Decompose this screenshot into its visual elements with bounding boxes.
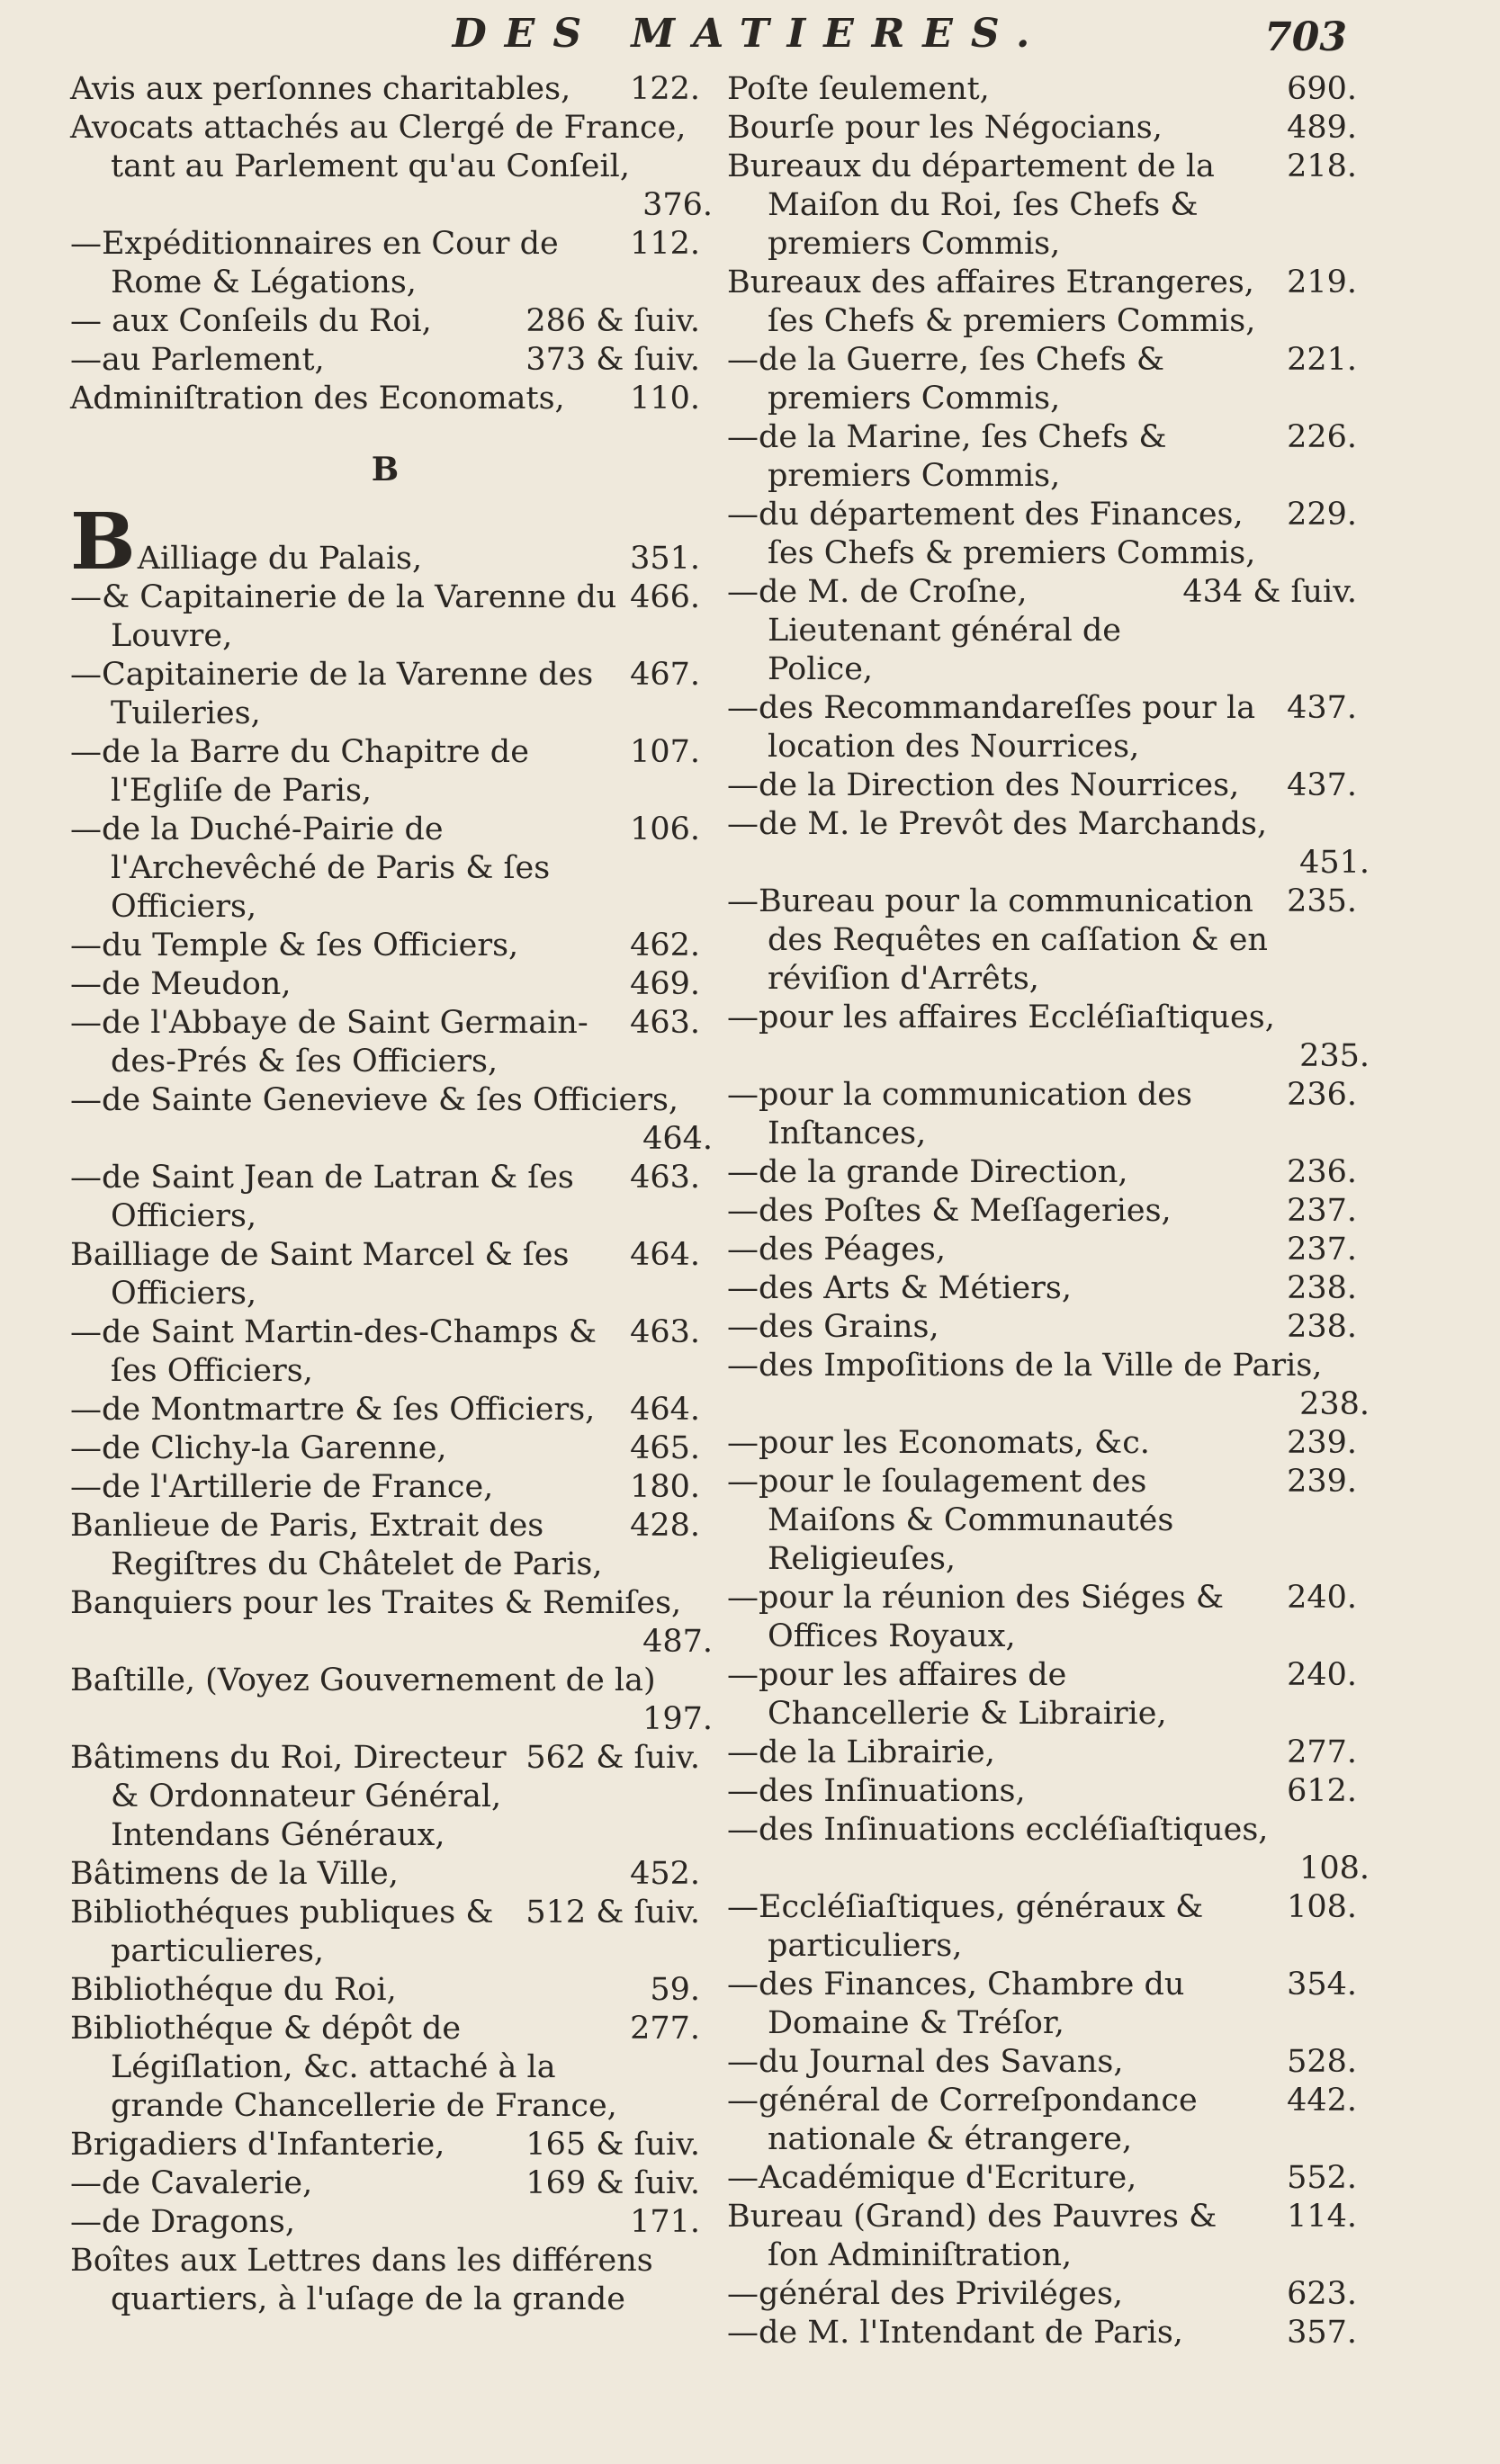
entry-page: 469.: [630, 966, 700, 1002]
index-entry: [727, 1772, 1357, 1811]
entry-text: —de la grande Direction,: [727, 1154, 1128, 1190]
entry-text: — aux Conſeils du Roi,: [70, 303, 432, 339]
entry-text: —Académique d'Ecriture,: [727, 2160, 1137, 2196]
entry-page: 562 & ſuiv.: [525, 1740, 700, 1776]
entry-text: —de M. de Croſne, Lieutenant général de Police,: [727, 574, 1122, 687]
entry-page: 122.: [630, 71, 700, 107]
left-entries-a: [70, 70, 713, 418]
index-entry: [70, 2164, 700, 2203]
entry-text: —du Temple & ſes Officiers,: [70, 927, 519, 963]
index-entry: [727, 1888, 1357, 1966]
entry-page: 229.: [1287, 497, 1357, 533]
entry-text: —général des Priviléges,: [727, 2276, 1124, 2312]
index-entry: [727, 999, 1370, 1076]
index-entry: [70, 1081, 713, 1159]
entry-text: Bureaux du département de la Maiſon du Roi, ſes Chefs & premiers Commis,: [727, 148, 1215, 262]
entry-page: 59.: [650, 1972, 700, 2008]
entry-text: —de Cavalerie,: [70, 2165, 313, 2201]
entry-page: 197.: [642, 1701, 713, 1737]
entry-page: 442.: [1287, 2083, 1357, 2119]
entry-page: 240.: [1287, 1657, 1357, 1693]
index-entry: [70, 1391, 700, 1429]
index-entry: [727, 1308, 1357, 1347]
entry-text: —de Montmartre & ſes Officiers,: [70, 1392, 596, 1428]
entry-text: Bâtimens de la Ville,: [70, 1856, 399, 1892]
left-entries-b: [70, 578, 713, 2319]
entry-page: 238.: [1287, 1309, 1357, 1345]
index-entry: [727, 883, 1357, 999]
entry-text: —& Capitainerie de la Varenne du Louvre,: [70, 579, 617, 654]
index-entry: [727, 1966, 1357, 2043]
entry-page: 112.: [630, 226, 700, 262]
index-entry: [70, 302, 700, 341]
entry-page: 107.: [630, 734, 700, 770]
index-entry: [70, 1662, 713, 1739]
index-entry: [70, 2203, 700, 2242]
index-entry: [727, 805, 1370, 883]
entry-page: 354.: [1287, 1967, 1357, 2003]
index-entry: [727, 1192, 1357, 1231]
entry-page: 528.: [1287, 2044, 1357, 2080]
index-entry: [70, 1584, 713, 1662]
entry-page: 451.: [1299, 845, 1370, 881]
entry-text: Bourſe pour les Négocians,: [727, 110, 1163, 146]
entry-text: —du département des Finances, ſes Chefs & premiers Commis,: [727, 497, 1256, 571]
right-entries: [727, 70, 1370, 2352]
right-column: [727, 70, 1370, 2352]
entry-page: 357.: [1287, 2315, 1357, 2351]
index-entry: [727, 148, 1357, 264]
index-entry: [727, 766, 1357, 805]
index-entry: [727, 2082, 1357, 2159]
drop-cap: B: [70, 497, 136, 587]
entry-text: —des Grains,: [727, 1309, 939, 1345]
entry-page: 277.: [1287, 1734, 1357, 1770]
index-entry: [727, 1424, 1357, 1463]
entry-text: —de la Marine, ſes Chefs & premiers Commis,: [727, 419, 1167, 494]
index-entry: [70, 1971, 700, 2010]
entry-text: Banlieue de Paris, Extrait des Regiſtres du Châtelet de Paris,: [70, 1508, 603, 1582]
index-entry: [727, 1463, 1357, 1579]
entry-page: 623.: [1287, 2276, 1357, 2312]
entry-page: 235.: [1299, 1038, 1370, 1074]
entry-page: 487.: [642, 1624, 713, 1660]
entry-text: —des Inſinuations eccléſiaſtiques,: [727, 1812, 1269, 1848]
entry-text: Ailliage du Palais,: [137, 541, 423, 577]
entry-page: 237.: [1287, 1193, 1357, 1229]
entry-text: Bibliothéque & dépôt de Légiſlation, &c. attaché à la grande Chancellerie de France,: [70, 2011, 617, 2124]
entry-page: 552.: [1287, 2160, 1357, 2196]
entry-page: 465.: [630, 1430, 700, 1466]
entry-text: Bibliothéques publiques & particulieres,: [70, 1895, 494, 1969]
entry-page: 165 & ſuiv.: [525, 2127, 700, 2163]
entry-page: 690.: [1287, 71, 1357, 107]
entry-page: 286 & ſuiv.: [525, 303, 700, 339]
entry-page: 239.: [1287, 1464, 1357, 1500]
entry-page: 437.: [1287, 690, 1357, 726]
index-entry: [727, 2043, 1357, 2082]
entry-text: —général de Correſpondance nationale & étrangere,: [727, 2083, 1198, 2157]
index-entry: [727, 2198, 1357, 2275]
entry-text: —de l'Artillerie de France,: [70, 1469, 494, 1505]
index-entry: [70, 1894, 700, 1971]
index-entry: [727, 70, 1357, 109]
entry-text: Avis aux perſonnes charitables,: [70, 71, 571, 107]
entry-page: 464.: [642, 1121, 713, 1157]
entry-text: —des Recommandareſſes pour la location des Nourrices,: [727, 690, 1256, 765]
index-entry: [70, 1159, 700, 1236]
index-entry: [727, 109, 1357, 148]
entry-text: —de l'Abbaye de Saint Germain-des-Prés & ſes Officiers,: [70, 1005, 588, 1080]
index-entry: [70, 225, 700, 302]
entry-text: —du Journal des Savans,: [727, 2044, 1124, 2080]
left-column: [70, 70, 713, 2319]
entry-page: 219.: [1287, 264, 1357, 300]
entry-text: Bailliage de Saint Marcel & ſes Officiers,: [70, 1237, 570, 1312]
index-entry: [70, 2010, 700, 2126]
entry-text: Bibliothéque du Roi,: [70, 1972, 397, 2008]
entry-page: 114.: [1287, 2199, 1357, 2235]
index-entry: [70, 1236, 700, 1313]
entry-text: Banquiers pour les Traites & Remiſes,: [70, 1585, 682, 1621]
entry-text: —pour les Economats, &c.: [727, 1425, 1150, 1461]
entry-page: 110.: [630, 381, 700, 417]
entry-text: —pour les affaires Eccléſiaſtiques,: [727, 999, 1275, 1035]
index-entry-first: [70, 497, 700, 587]
entry-text: —Expéditionnaires en Cour de Rome & Légations,: [70, 226, 559, 300]
entry-text: —Capitainerie de la Varenne des Tuileries,: [70, 657, 594, 731]
index-entry: [70, 1507, 700, 1584]
entry-text: —Bureau pour la communication des Requêtes en caſſation & en réviſion d'Arrêts,: [727, 883, 1268, 997]
entry-text: Boîtes aux Lettres dans les différens quartiers, à l'uſage de la grande: [70, 2243, 653, 2317]
entry-page: 237.: [1287, 1232, 1357, 1268]
entry-text: —de Dragons,: [70, 2204, 296, 2240]
index-entry: [70, 2242, 700, 2319]
entry-text: Bâtimens du Roi, Directeur & Ordonnateur Général, Intendans Généraux,: [70, 1740, 507, 1853]
index-entry: [727, 1076, 1357, 1153]
index-entry: [70, 1855, 700, 1894]
entry-page: 463.: [630, 1005, 700, 1041]
index-entry: [70, 1429, 700, 1468]
entry-text: —pour le ſoulagement des Maiſons & Communautés Religieuſes,: [727, 1464, 1174, 1577]
index-entry: [70, 109, 713, 225]
entry-page: 106.: [630, 811, 700, 847]
entry-text: Bureau (Grand) des Pauvres & ſon Adminiſtration,: [727, 2199, 1217, 2273]
entry-page: 218.: [1287, 148, 1357, 184]
entry-page: 235.: [1287, 883, 1357, 919]
entry-text: —des Finances, Chambre du Domaine & Tréſor,: [727, 1967, 1185, 2041]
entry-text: —des Impoſitions de la Ville de Paris,: [727, 1348, 1323, 1384]
index-entry: [727, 264, 1357, 341]
index-entry: [727, 341, 1357, 418]
entry-text: Avocats attachés au Clergé de France, tant au Parlement qu'au Conſeil,: [70, 110, 687, 184]
entry-page: 489.: [1287, 110, 1357, 146]
entry-text: —de Meudon,: [70, 966, 292, 1002]
entry-page: 428.: [630, 1508, 700, 1544]
entry-text: —pour la communication des Inſtances,: [727, 1077, 1192, 1151]
index-entry: [727, 1347, 1370, 1424]
entry-text: —des Inſinuations,: [727, 1773, 1026, 1809]
entry-page: 463.: [630, 1160, 700, 1196]
index-entry: [70, 1468, 700, 1507]
index-entry: [727, 2275, 1357, 2314]
entry-text: —au Parlement,: [70, 342, 325, 378]
index-entry: [70, 70, 700, 109]
index-entry: [727, 1153, 1357, 1192]
entry-page: 240.: [1287, 1580, 1357, 1616]
index-entry: [70, 578, 700, 656]
index-entry: [727, 1734, 1357, 1772]
index-entry: [727, 1579, 1357, 1656]
entry-page: 612.: [1287, 1773, 1357, 1809]
entry-page: 236.: [1287, 1154, 1357, 1190]
index-entry: [70, 811, 700, 927]
index-entry: [727, 496, 1357, 573]
entry-page: 452.: [630, 1856, 700, 1892]
entry-text: Brigadiers d'Infanterie,: [70, 2127, 445, 2163]
index-entry: [727, 1231, 1357, 1269]
entry-page: 463.: [630, 1314, 700, 1350]
entry-page: 462.: [630, 927, 700, 963]
running-head: [0, 11, 1500, 65]
entry-text: —de la Direction des Nourrices,: [727, 767, 1240, 803]
entry-text: Adminiſtration des Economats,: [70, 381, 565, 417]
page-number: 703: [1264, 14, 1347, 60]
entry-text: —de la Duché-Pairie de l'Archevêché de Paris & ſes Officiers,: [70, 811, 551, 925]
index-entry: [70, 656, 700, 733]
index-entry: [70, 1004, 700, 1081]
entry-page: 464.: [630, 1237, 700, 1273]
entry-text: —de la Barre du Chapitre de l'Egliſe de Paris,: [70, 734, 529, 809]
entry-page: 373 & ſuiv.: [525, 342, 700, 378]
index-entry: [727, 1269, 1357, 1308]
entry-page: 467.: [630, 657, 700, 693]
entry-page: 277.: [630, 2011, 700, 2047]
index-entry: [727, 573, 1357, 689]
index-entry: [727, 689, 1357, 766]
entry-text: —de la Librairie,: [727, 1734, 995, 1770]
entry-text: —pour les affaires de Chancellerie & Librairie,: [727, 1657, 1167, 1732]
entry-text: Poſte ſeulement,: [727, 71, 990, 107]
entry-text: —de Sainte Genevieve & ſes Officiers,: [70, 1082, 679, 1118]
entry-text: —pour la réunion des Siéges & Offices Royaux,: [727, 1580, 1224, 1654]
index-entry: [70, 380, 700, 418]
entry-text: —des Péages,: [727, 1232, 946, 1268]
entry-page: 221.: [1287, 342, 1357, 378]
index-entry: [727, 418, 1357, 496]
index-entry: [70, 2126, 700, 2164]
entry-text: —de M. le Prevôt des Marchands,: [727, 806, 1268, 842]
index-entry: [727, 1656, 1357, 1734]
entry-page: 238.: [1287, 1270, 1357, 1306]
entry-page: 376.: [642, 187, 713, 223]
running-head-title: DES MATIERES.: [452, 11, 1048, 57]
entry-page: 512 & ſuiv.: [525, 1895, 700, 1931]
entry-page: 466.: [630, 579, 700, 615]
entry-text: —de la Guerre, ſes Chefs & premiers Commis,: [727, 342, 1165, 417]
entry-page: 238.: [1299, 1386, 1370, 1422]
entry-text: —de Saint Jean de Latran & ſes Officiers,: [70, 1160, 574, 1234]
entry-text: —de M. l'Intendant de Paris,: [727, 2315, 1183, 2351]
index-entry: [727, 2159, 1357, 2198]
entry-text: —Eccléſiaſtiques, généraux & particuliers,: [727, 1889, 1204, 1964]
section-letter: B: [371, 451, 400, 488]
entry-text: —de Clichy-la Garenne,: [70, 1430, 447, 1466]
index-entry: [70, 1313, 700, 1391]
entry-text: —de Saint Martin-des-Champs & ſes Officiers,: [70, 1314, 597, 1389]
index-entry: [70, 341, 700, 380]
entry-page: 239.: [1287, 1425, 1357, 1461]
index-entry: [727, 2314, 1357, 2352]
entry-page: 171.: [630, 2204, 700, 2240]
index-entry: [70, 927, 700, 965]
entry-page: 236.: [1287, 1077, 1357, 1113]
index-entry: [70, 1739, 700, 1855]
entry-page: 226.: [1287, 419, 1357, 455]
entry-page: 434 & ſuiv.: [1182, 574, 1357, 610]
entry-page: 351.: [630, 541, 700, 577]
entry-page: 437.: [1287, 767, 1357, 803]
entry-page: 180.: [630, 1469, 700, 1505]
entry-text: —des Arts & Métiers,: [727, 1270, 1072, 1306]
index-entry: [70, 733, 700, 811]
entry-page: 108.: [1287, 1889, 1357, 1925]
entry-text: —des Poſtes & Meſſageries,: [727, 1193, 1172, 1229]
entry-text: Bureaux des affaires Etrangeres, ſes Chefs & premiers Commis,: [727, 264, 1256, 339]
index-entry: [70, 965, 700, 1004]
entry-text: Baſtille, (Voyez Gouvernement de la): [70, 1662, 656, 1698]
entry-page: 464.: [630, 1392, 700, 1428]
entry-page: 108.: [1299, 1850, 1370, 1886]
index-entry: [727, 1811, 1370, 1888]
entry-page: 169 & ſuiv.: [525, 2165, 700, 2201]
